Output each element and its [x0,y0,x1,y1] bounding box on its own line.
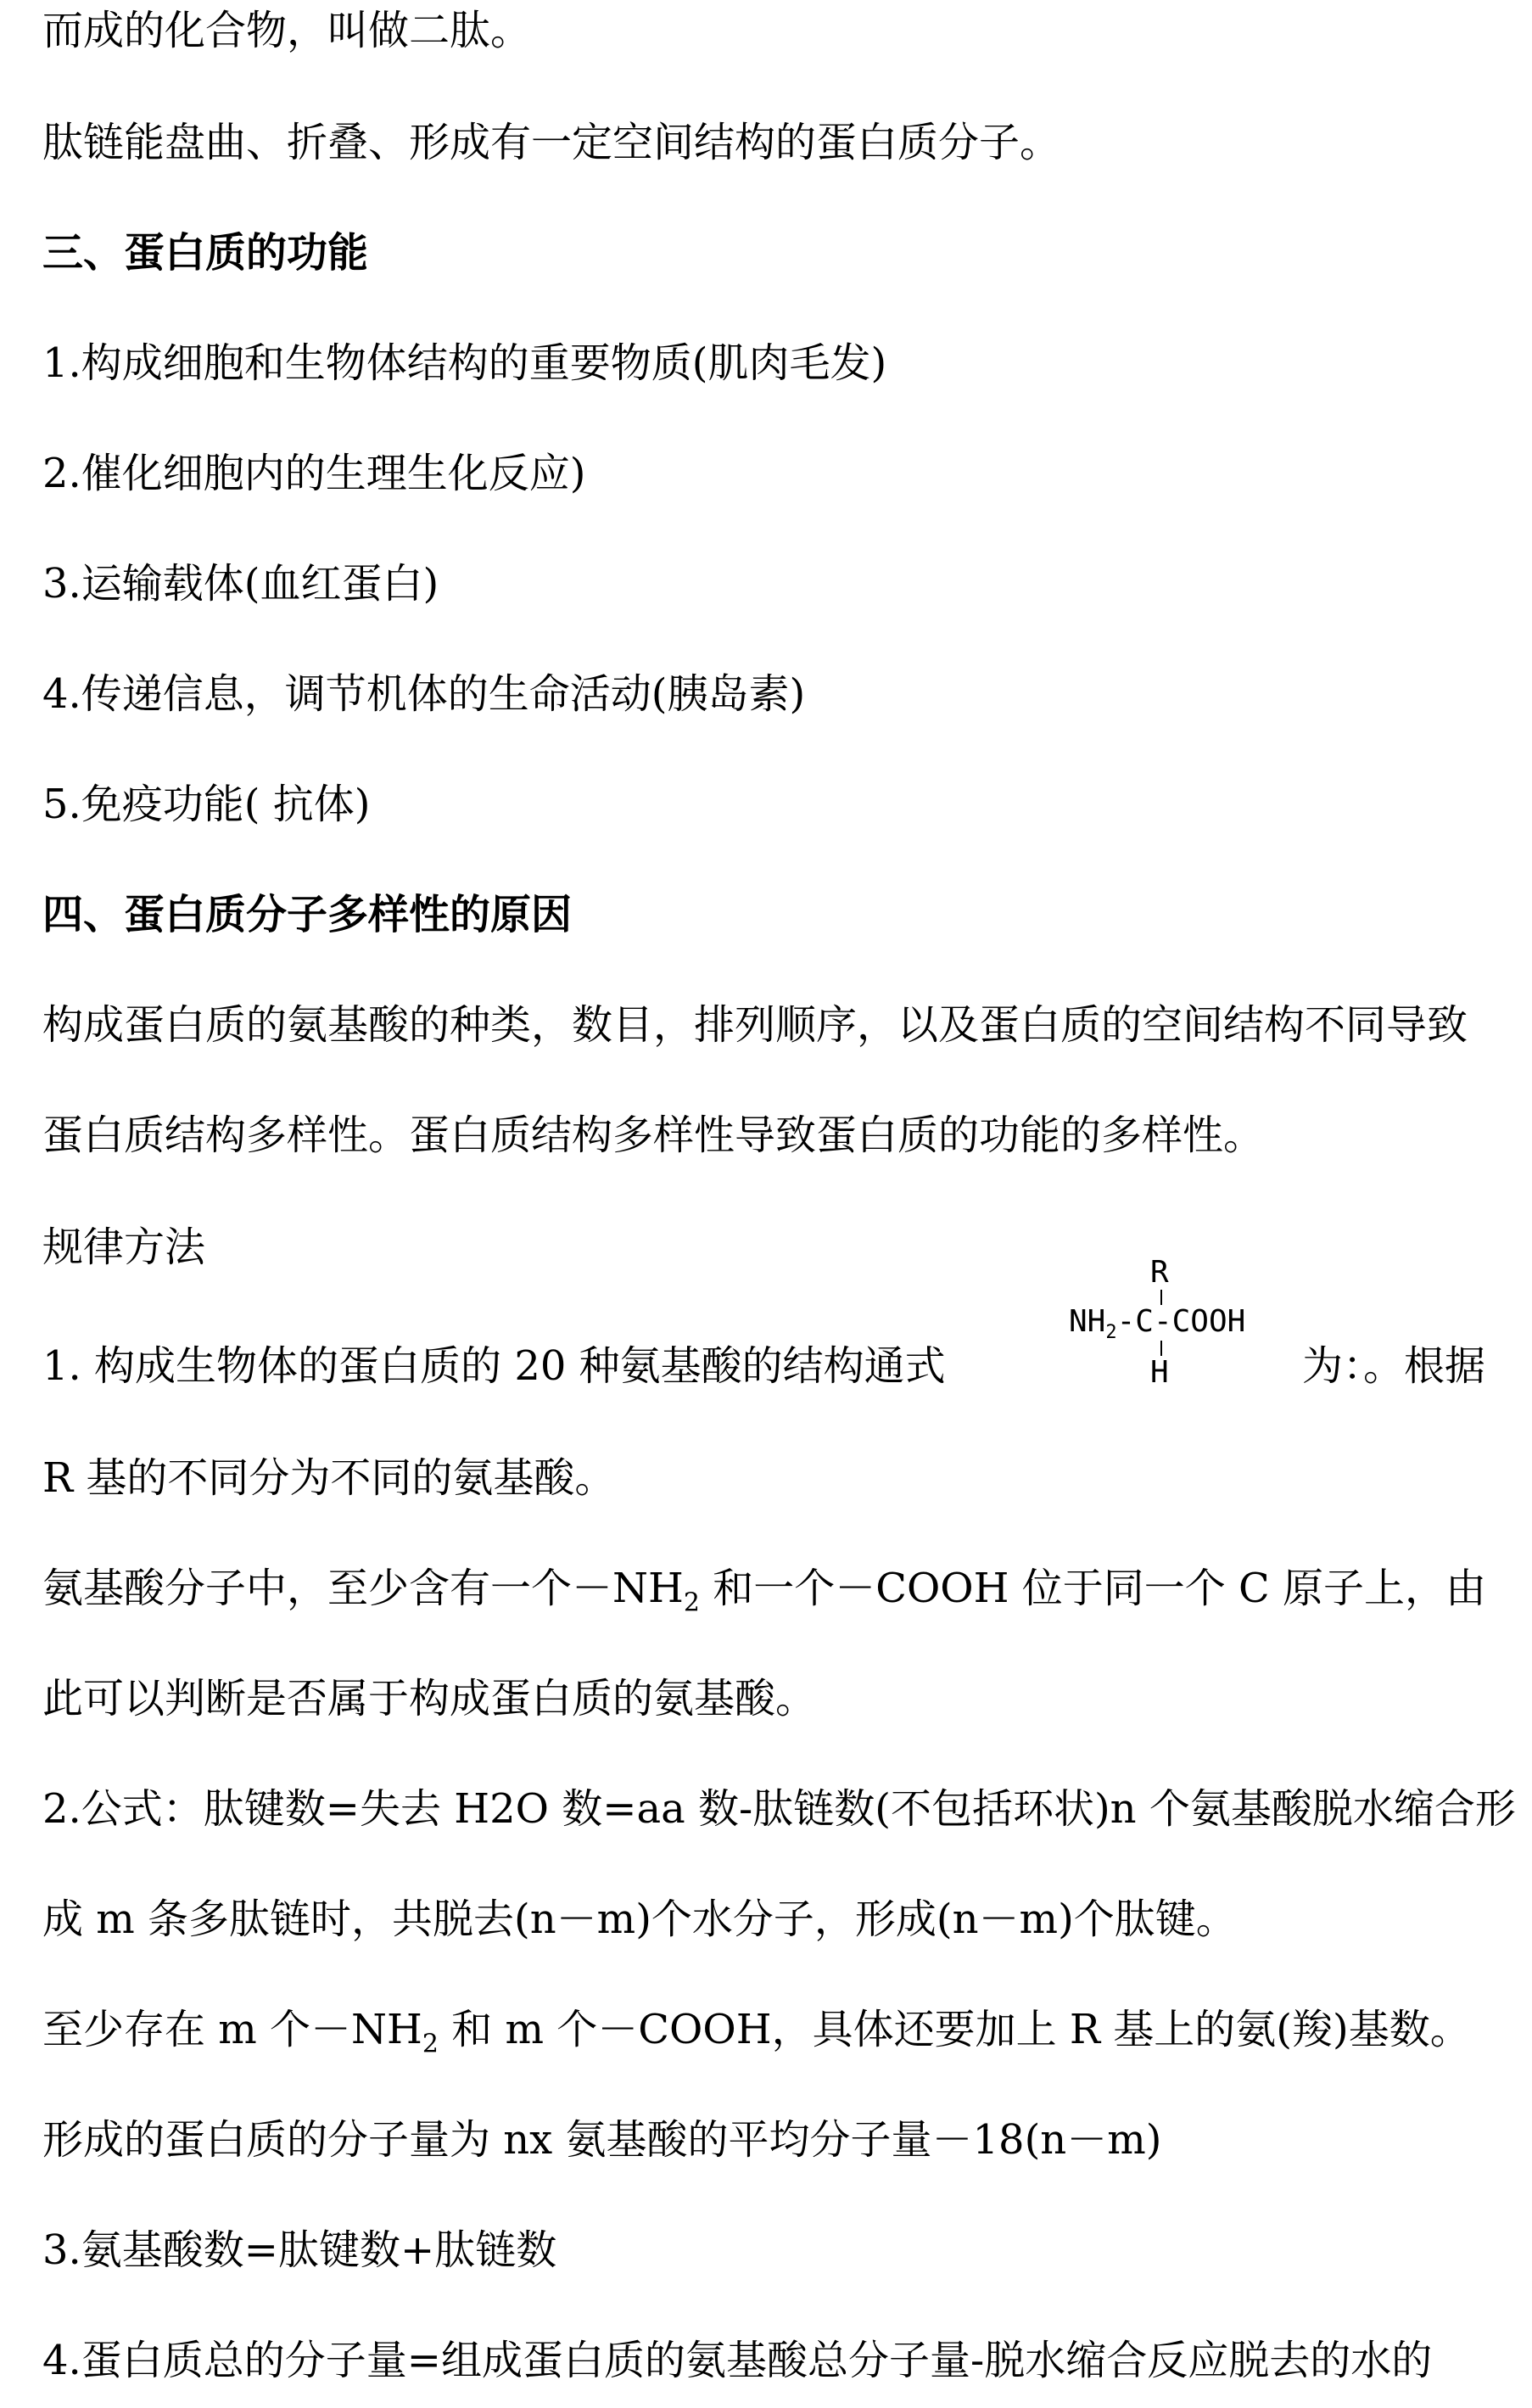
function-item-1: 1.构成细胞和生物体结构的重要物质(肌肉毛发) [42,339,887,387]
section-heading-3: 三、蛋白质的功能 [42,229,369,277]
method-line-2: R 基的不同分为不同的氨基酸。 [42,1454,616,1502]
formula-rule-line-2: 成 m 条多肽链时，共脱去(n－m)个水分子，形成(n－m)个肽键。 [42,1896,1237,1943]
formula-rule-line-3-part-b: 和 m 个－COOH，具体还要加上 R 基上的氨(羧)基数。 [439,2006,1471,2053]
formula-nh-label: NH [1069,1304,1106,1339]
formula-middle-line [1069,1305,1245,1350]
formula-bond-top [1160,1290,1162,1305]
method-line-1: 1. 构成生物体的蛋白质的 20 种氨基酸的结构通式 [42,1342,946,1390]
formula-rule-line-1: 2.公式：肽键数=失去 H2O 数=aa 数-肽链数(不包括环状)n 个氨基酸脱水缩合形 [42,1785,1516,1833]
method-line-4: 此可以判断是否属于构成蛋白质的氨基酸。 [42,1675,817,1722]
formula-nh-subscript: 2 [1105,1322,1117,1344]
function-item-5: 5.免疫功能( 抗体) [42,781,371,828]
formula-hydrogen: H [1150,1355,1169,1390]
formula-rule-line-3-part-a: 至少存在 m 个－NH [42,2006,422,2053]
function-item-3: 3.运输载体(血红蛋白) [42,560,439,608]
function-item-4: 4.传递信息，调节机体的生命活动(胰岛素) [42,670,806,718]
formula-rule-line-6: 4.蛋白质总的分子量=组成蛋白质的氨基酸总分子量-脱水缩合反应脱去的水的 [42,2337,1433,2384]
method-heading: 规律方法 [42,1224,206,1271]
formula-bond-bottom [1160,1341,1162,1356]
nh2-subscript: 2 [683,1588,700,1618]
formula-rule-line-3 [42,2004,1471,2059]
text-line-2: 肽链能盘曲、折叠、形成有一定空间结构的蛋白质分子。 [42,119,1061,166]
method-line-3-part-a: 氨基酸分子中，至少含有一个－NH [42,1565,684,1612]
section-heading-4: 四、蛋白质分子多样性的原因 [42,891,573,938]
formula-rule-line-4: 形成的蛋白质的分子量为 nx 氨基酸的平均分子量－18(n－m) [42,2116,1162,2164]
formula-r-group: R [1150,1255,1169,1290]
method-line-1-suffix: 为：。根据 [1302,1342,1486,1390]
text-line-1: 而成的化合物，叫做二肽。 [42,7,532,54]
function-item-2: 2.催化细胞内的生理生化反应) [42,450,586,497]
amino-acid-structural-formula [1069,1256,1289,1408]
method-line-3-part-b: 和一个－COOH 位于同一个 C 原子上，由 [699,1565,1487,1612]
diversity-paragraph-line-1: 构成蛋白质的氨基酸的种类，数目，排列顺序，以及蛋白质的空间结构不同导致 [42,1001,1468,1049]
method-line-3 [42,1563,1487,1618]
formula-rule-line-5: 3.氨基酸数=肽键数+肽链数 [42,2226,557,2274]
nh2-subscript-2: 2 [422,2029,439,2059]
diversity-paragraph-line-2: 蛋白质结构多样性。蛋白质结构多样性导致蛋白质的功能的多样性。 [42,1112,1265,1159]
formula-backbone: -C-COOH [1116,1304,1246,1339]
